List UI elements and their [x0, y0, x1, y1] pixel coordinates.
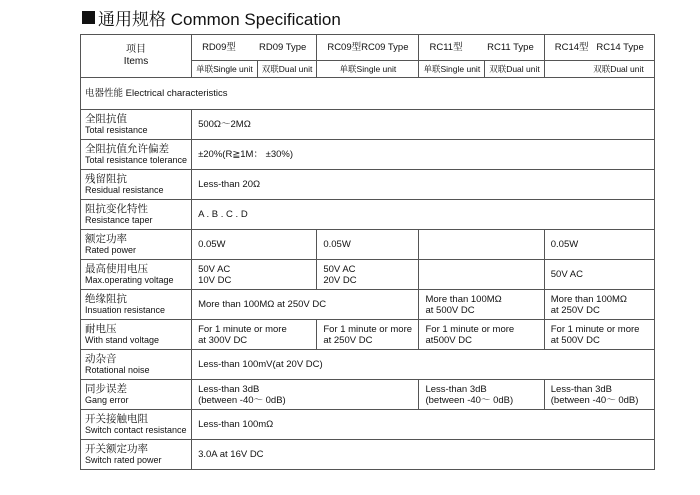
row-rated-power — [81, 230, 655, 260]
label-insulation: 绝缘阻抗 Insuation resistance — [81, 290, 192, 320]
label-noise: 动杂音 Rotational noise — [81, 350, 192, 380]
model-rc14: RC14型 RC14 Type — [544, 35, 654, 61]
unit-rc14-dual: 双联Dual unit — [544, 61, 654, 78]
unit-rd09-single: 单联Single unit — [192, 61, 258, 78]
value-rated-power-rd09: 0.05W — [192, 230, 317, 260]
unit-rc11-dual: 双联Dual unit — [485, 61, 545, 78]
row-noise — [81, 350, 655, 380]
value-max-voltage-rc09: 50V AC 20V DC — [317, 260, 419, 290]
model-rc09: RC09型 RC09 Type — [317, 35, 419, 61]
value-insulation-rd09-rc09: More than 100MΩ at 250V DC — [192, 290, 419, 320]
value-withstand-rc14: For 1 minute or more at 500V DC — [544, 320, 654, 350]
value-residual: Less-than 20Ω — [192, 170, 655, 200]
label-switch-contact: 开关接触电阻 Switch contact resistance — [81, 410, 192, 440]
value-insulation-rc11: More than 100MΩ at 500V DC — [419, 290, 544, 320]
value-gang-rd09-rc09: Less-than 3dB (between -40～ 0dB) — [192, 380, 419, 410]
value-taper: A . B . C . D — [192, 200, 655, 230]
row-switch-power — [81, 440, 655, 470]
value-tolerance: ±20%(R≧1M： ±30%) — [192, 140, 655, 170]
value-insulation-rc14: More than 100MΩ at 250V DC — [544, 290, 654, 320]
value-gang-rc11: Less-than 3dB (between -40～ 0dB) — [419, 380, 544, 410]
unit-rc11-single: 单联Single unit — [419, 61, 485, 78]
items-en: Items — [123, 56, 149, 67]
unit-rd09-dual: 双联Dual unit — [257, 61, 317, 78]
value-rated-power-rc11 — [419, 230, 544, 260]
row-insulation — [81, 290, 655, 320]
value-switch-power: 3.0A at 16V DC — [192, 440, 655, 470]
heading-text: 通用规格 Common Specification — [98, 9, 341, 29]
label-withstand: 耐电压 With stand voltage — [81, 320, 192, 350]
value-withstand-rc11: For 1 minute or more at500V DC — [419, 320, 544, 350]
label-rated-power: 额定功率 Rated power — [81, 230, 192, 260]
row-total-resistance — [81, 110, 655, 140]
label-residual: 残留阻抗 Residual resistance — [81, 170, 192, 200]
value-rated-power-rc09: 0.05W — [317, 230, 419, 260]
model-rd09: RD09型 RD09 Type — [192, 35, 317, 61]
header-row-models — [81, 35, 655, 61]
value-noise: Less-than 100mV(at 20V DC) — [192, 350, 655, 380]
value-max-voltage-rc11 — [419, 260, 544, 290]
value-withstand-rd09: For 1 minute or more at 300V DC — [192, 320, 317, 350]
items-cn: 项目 — [126, 44, 147, 55]
value-max-voltage-rd09: 50V AC 10V DC — [192, 260, 317, 290]
label-taper: 阻抗变化特性 Resistance taper — [81, 200, 192, 230]
label-total-resistance: 全阻抗值 Total resistance — [81, 110, 192, 140]
label-max-voltage: 最高使用电压 Max.operating voltage — [81, 260, 192, 290]
value-withstand-rc09: For 1 minute or more at 250V DC — [317, 320, 419, 350]
row-taper — [81, 200, 655, 230]
items-header — [81, 35, 192, 78]
square-bullet-icon — [82, 11, 95, 24]
row-withstand — [81, 320, 655, 350]
row-tolerance — [81, 140, 655, 170]
label-gang: 同步误差 Gang error — [81, 380, 192, 410]
value-rated-power-rc14: 0.05W — [544, 230, 654, 260]
unit-rc09-single: 单联Single unit — [317, 61, 419, 78]
row-residual — [81, 170, 655, 200]
row-gang — [81, 380, 655, 410]
model-rc11: RC11型 RC11 Type — [419, 35, 544, 61]
row-switch-contact — [81, 410, 655, 440]
section-row — [81, 78, 655, 110]
label-tolerance: 全阻抗值允许偏差 Total resistance tolerance — [81, 140, 192, 170]
section-title: 电器性能 Electrical characteristics — [81, 78, 655, 110]
value-total-resistance: 500Ω～2MΩ — [192, 110, 655, 140]
spec-table — [80, 34, 655, 470]
row-max-voltage — [81, 260, 655, 290]
label-switch-power: 开关额定功率 Switch rated power — [81, 440, 192, 470]
spec-heading — [82, 4, 341, 30]
value-max-voltage-rc14: 50V AC — [544, 260, 654, 290]
value-switch-contact: Less-than 100mΩ — [192, 410, 655, 440]
value-gang-rc14: Less-than 3dB (between -40～ 0dB) — [544, 380, 654, 410]
